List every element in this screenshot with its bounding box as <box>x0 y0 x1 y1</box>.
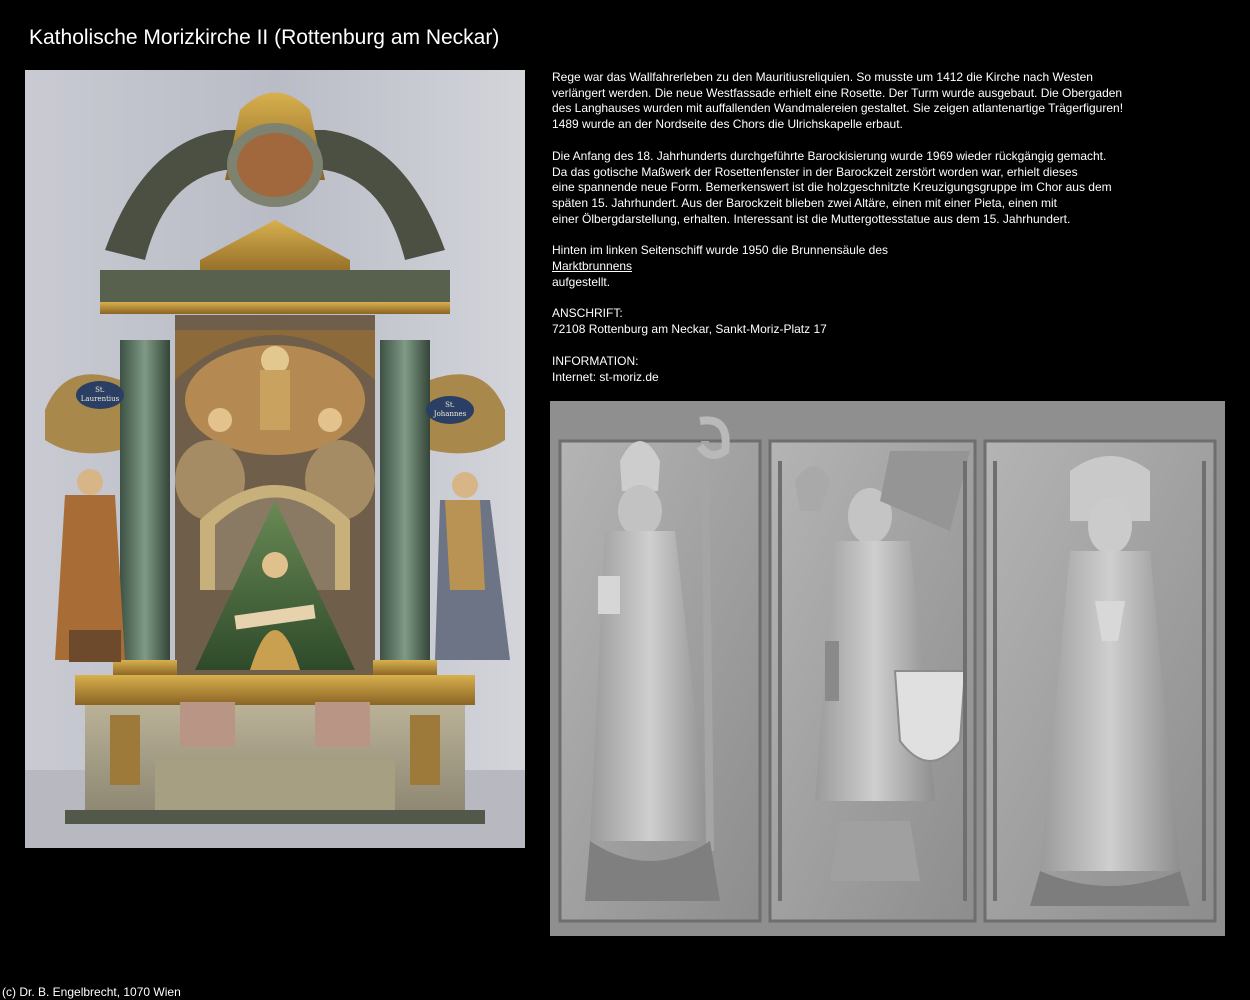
tomb-slabs-photo <box>550 401 1225 936</box>
info-label: INFORMATION: <box>552 353 639 368</box>
marktbrunnen-link[interactable]: Marktbrunnens <box>552 259 633 274</box>
svg-text:St.: St. <box>445 401 455 409</box>
info-block <box>552 354 1152 385</box>
address-value: 72108 Rottenburg am Neckar, Sankt-Moriz-Platz 17 <box>552 322 827 337</box>
text-line: eine spannende neue Form. Bemerkenswert ist die holzgeschnitzte Kreuzigungsgruppe im Chor aus dem <box>552 180 1112 195</box>
paragraph-history <box>552 70 1152 133</box>
text-line: des Langhauses wurden mit auffallenden Wandmalereien gestaltet. Sie zeigen atlantenartige Trägerfiguren! <box>552 101 1124 116</box>
paragraph-fountain <box>552 243 1152 290</box>
info-value: Internet: st-moriz.de <box>552 369 659 384</box>
svg-text:Johannes: Johannes <box>433 410 467 418</box>
text-line: aufgestellt. <box>552 274 611 289</box>
text-line: späten 15. Jahrhundert. Aus der Barockzeit blieben zwei Altäre, einen mit einer Pieta, einen mit <box>552 195 1057 210</box>
text-line: Die Anfang des 18. Jahrhunderts durchgeführte Barockisierung wurde 1969 wieder rückgängig gemacht. <box>552 148 1107 163</box>
text-line: Hinten im linken Seitenschiff wurde 1950 die Brunnensäule des <box>552 243 888 258</box>
description-text <box>552 70 1152 401</box>
paragraph-baroque <box>552 149 1152 228</box>
text-line: 1489 wurde an der Nordseite des Chors die Ulrichskapelle erbaut. <box>552 117 903 132</box>
text-line: verlängert werden. Die neue Westfassade erhielt eine Rosette. Der Turm wurde ausgebaut. Die Obergaden <box>552 85 1123 100</box>
address-block <box>552 306 1152 337</box>
svg-text:Laurentius: Laurentius <box>80 395 120 403</box>
svg-text:St.: St. <box>95 386 105 394</box>
page-title: Katholische Morizkirche II (Rottenburg am Neckar) <box>29 26 500 49</box>
text-line: Rege war das Wallfahrerleben zu den Mauritiusreliquien. So musste um 1412 die Kirche nach Westen <box>552 70 1093 84</box>
address-label: ANSCHRIFT: <box>552 306 623 321</box>
text-line: Da das gotische Maßwerk der Rosettenfenster in der Barockzeit zerstört worden war, erhielt dieses <box>552 164 1078 179</box>
text-line: einer Ölbergdarstellung, erhalten. Interessant ist die Muttergottesstatue aus dem 15. Jahrhundert. <box>552 211 1071 226</box>
altar-photo <box>25 70 525 848</box>
copyright-footer: (c) Dr. B. Engelbrecht, 1070 Wien <box>2 985 181 999</box>
